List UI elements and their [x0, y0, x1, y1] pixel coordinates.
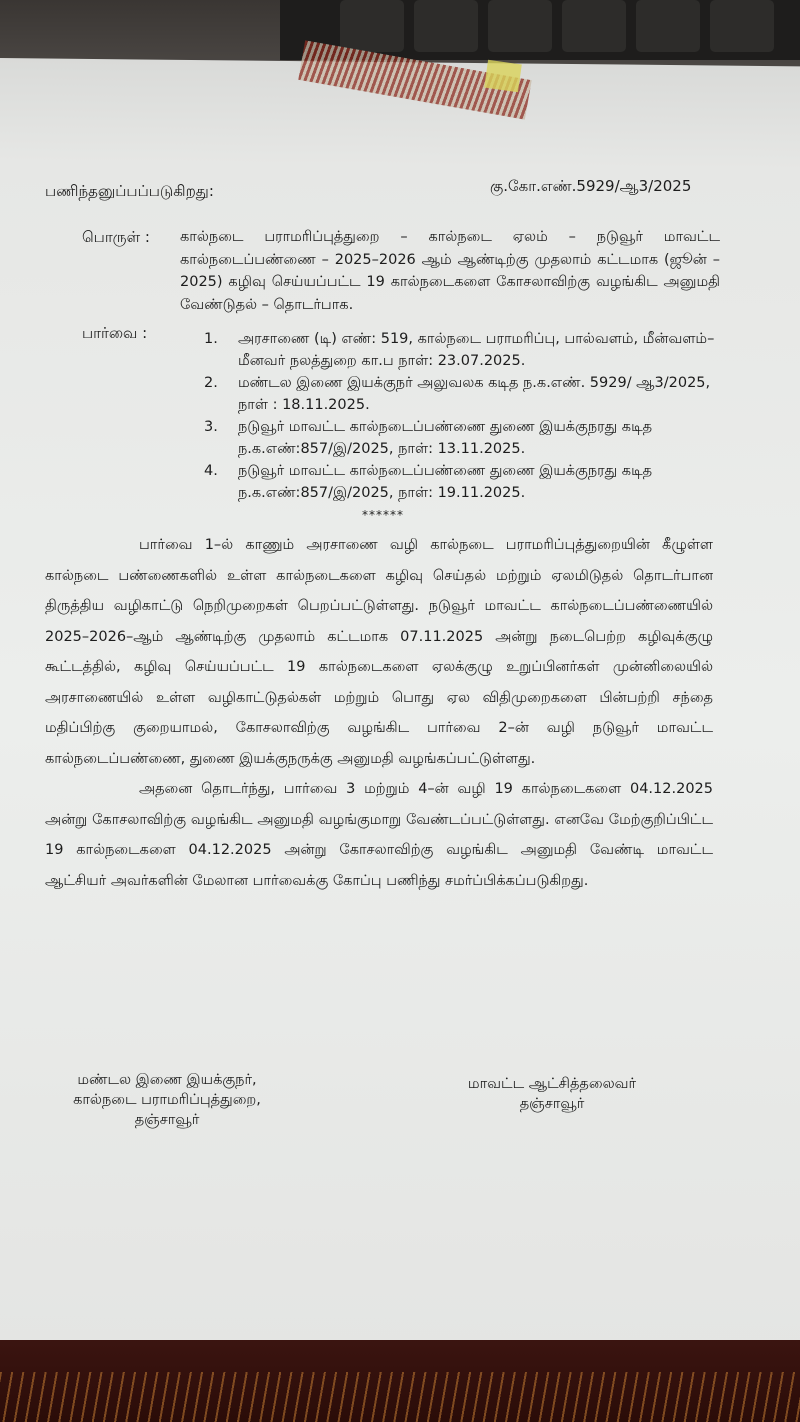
reference-number-1: 1. — [204, 331, 218, 347]
separator-stars: ****** — [362, 508, 404, 522]
subject-text: கால்நடை பராமரிப்புத்துறை – கால்நடை ஏலம் – நடுவூர் மாவட்ட கால்நடைப்பண்ணை – 2025–2026 ஆம் ஆண்டிற்கு முதலாம் கட்டமாக (ஜூன் –2025) கழிவு செய்யப்பட்ட 19 கால்நடைகளை கோசலாவிற்கு வழங்கிட அனுமதி வேண்டுதல் – தொடர்பாக. — [180, 229, 720, 313]
signature-right-line-2: தஞ்சாவூர் — [519, 1096, 585, 1112]
signature-left-line-1: மண்டல இணை இயக்குநர், — [77, 1072, 257, 1088]
reference-number-3: 3. — [204, 419, 218, 435]
signature-block-left — [62, 1070, 272, 1130]
reference-text-4: நடுவூர் மாவட்ட கால்நடைப்பண்ணை துணை இயக்குநரது கடித ந.க.எண்:857/இ/2025, நாள்: 19.11.2025. — [238, 463, 653, 501]
intro-line: பணிந்தனுப்பப்படுகிறது: — [45, 182, 214, 200]
signature-left-line-3: தஞ்சாவூர் — [134, 1112, 200, 1128]
signature-right-line-1: மாவட்ட ஆட்சித்தலைவர் — [467, 1076, 637, 1092]
reference-number: கு.கோ.எண்.5929/ஆ3/2025 — [490, 177, 692, 195]
reference-text-2: மண்டல இணை இயக்குநர் அலுவலக கடித ந.க.எண். 5929/ ஆ3/2025, நாள் : 18.11.2025. — [238, 375, 711, 413]
reference-item — [204, 372, 724, 416]
body-paragraph-1: பார்வை 1–ல் காணும் அரசாணை வழி கால்நடை பராமரிப்புத்துறையின் கீழுள்ள கால்நடை பண்ணைகளில் உள்ள கால்நடைகளை கழிவு செய்தல் மற்றும் ஏலமிடுதல் தொடர்பான திருத்திய வழிகாட்டு நெறிமுறைகள் பெறப்பட்டுள்ளது. நடுவூர் மாவட்ட கால்நடைப்பண்ணையில் 2025–2026–ஆம் ஆண்டிற்கு முதலாம் கட்டமாக 07.11.2025 அன்று நடைபெற்ற கழிவுக்குழு கூட்டத்தில், கழிவு செய்யப்பட்ட 19 கால்நடைகளை ஏலக்குழு உறுப்பினர்கள் முன்னிலையில் அரசாணையில் உள்ள வழிகாட்டுதல்கள் மற்றும் பொது ஏல விதிமுறைகளை பின்பற்றி சந்தை மதிப்பிற்கு குறையாமல், கோசலாவிற்கு வழங்கிட பார்வை 2–ன் வழி நடுவூர் மாவட்ட கால்நடைப்பண்ணை, துணை இயக்குநருக்கு அனுமதி வழங்கப்பட்டுள்ளது. — [45, 537, 713, 767]
signature-block-right — [452, 1074, 652, 1114]
body-text — [45, 530, 713, 896]
signature-left-line-2: கால்நடை பராமரிப்புத்துறை, — [73, 1092, 261, 1108]
reference-text-3: நடுவூர் மாவட்ட கால்நடைப்பண்ணை துணை இயக்குநரது கடித ந.க.எண்:857/இ/2025, நாள்: 13.11.2025. — [238, 419, 653, 457]
reference-text-1: அரசாணை (டி) எண்: 519, கால்நடை பராமரிப்பு, பால்வளம், மீன்வளம்–மீனவர் நலத்துறை கா.ப நாள்: 23.07.2025. — [238, 331, 715, 369]
references-list — [204, 328, 724, 504]
reference-item — [204, 328, 724, 372]
references-label: பார்வை : — [82, 324, 148, 342]
reference-item — [204, 416, 724, 460]
body-paragraph-2: அதனை தொடர்ந்து, பார்வை 3 மற்றும் 4–ன் வழி 19 கால்நடைகளை 04.12.2025 அன்று கோசலாவிற்கு வழங்கிட அனுமதி வழங்குமாறு வேண்டப்பட்டுள்ளது. எனவே மேற்குறிப்பிட்ட 19 கால்நடைகளை 04.12.2025 அன்று கோசலாவிற்கு வழங்கிட அனுமதி வேண்டி மாவட்ட ஆட்சியர் அவர்களின் மேலான பார்வைக்கு கோப்பு பணிந்து சமர்ப்பிக்கப்படுகிறது. — [45, 781, 713, 889]
subject-label: பொருள் : — [82, 228, 150, 246]
reference-number-2: 2. — [204, 375, 218, 391]
reference-number-4: 4. — [204, 463, 218, 479]
reference-item — [204, 460, 724, 504]
